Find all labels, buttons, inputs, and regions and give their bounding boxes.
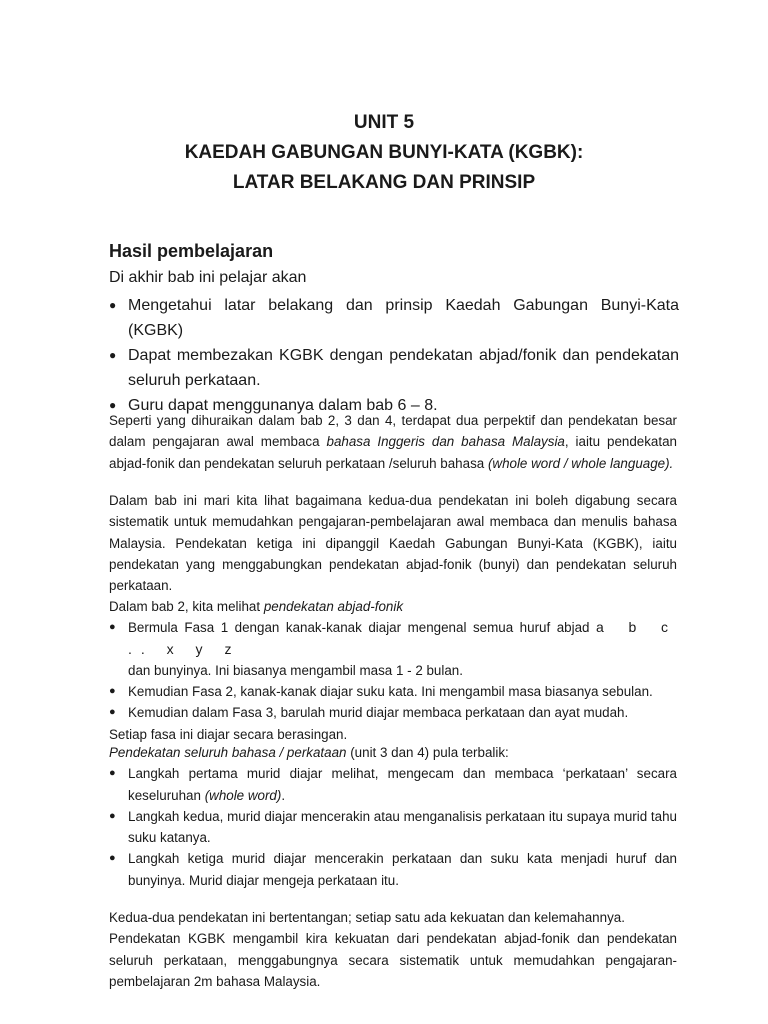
chapter-title: KAEDAH GABUNGAN BUNYI-KATA (KGBK): [184,142,584,163]
bullet-icon: ● [109,621,116,634]
title-block [0,108,768,198]
list-item: ● Langkah ketiga murid diajar mencerakin perkataan dan suku kata menjadi huruf dan bunyinya. Murid diajar mengeja perkataan itu. [109,848,677,891]
list-item: ● Dapat membezakan KGBK dengan pendekatan abjad/fonik dan pendekatan seluruh perkataan. [109,343,679,393]
learning-outcomes-intro: Di akhir bab ini pelajar akan [109,269,307,286]
bullet-icon: ● [109,685,116,698]
closing-line-1: Kedua-dua pendekatan ini bertentangan; setiap satu ada kekuatan dan kelemahannya. [109,910,625,925]
section-lead: Dalam bab 2, kita melihat pendekatan abjad-fonik [109,599,404,614]
list-item: ● Kemudian Fasa 2, kanak-kanak diajar suku kata. Ini mengambil masa biasanya sebulan. [109,681,677,702]
section-lead: Pendekatan seluruh bahasa / perkataan (unit 3 dan 4) pula terbalik: [109,745,509,760]
closing-paragraph [109,907,677,992]
list-item: ● Bermula Fasa 1 dengan kanak-kanak diajar mengenal semua huruf abjad a b c .. x y z dan bunyinya. Ini biasanya mengambil masa 1 - 2 bulan. [109,619,677,678]
section-closing: Setiap fasa ini diajar secara berasingan. [109,726,348,742]
bullet-icon: ● [109,398,117,412]
fonik-list [109,617,677,723]
alphabet-letters: a b c .. x y z [128,619,677,657]
bullet-icon: ● [109,852,116,865]
list-item: ● Guru dapat menggunanya dalam bab 6 – 8. [109,393,679,418]
section-abjad-fonik [109,596,677,745]
bullet-icon: ● [109,348,117,362]
list-item: ● Kemudian dalam Fasa 3, barulah murid diajar membaca perkataan dan ayat mudah. [109,702,677,723]
bullet-icon: ● [109,767,116,780]
learning-outcomes-list [109,293,679,418]
learning-outcomes-heading: Hasil pembelajaran [109,241,274,261]
unit-title: UNIT 5 [353,112,415,133]
list-item: ● Langkah kedua, murid diajar mencerakin atau menganalisis perkataan itu supaya murid tahu suku katanya. [109,806,677,849]
paragraph-intro: Seperti yang dihuraikan dalam bab 2, 3 dan 4, terdapat dua perpektif dan pendekatan besar dalam pengajaran awal membaca bahasa Inggeris dan bahasa Malaysia, iaitu pendekatan abjad-fonik dan pendekatan seluruh perkataan /seluruh bahasa (whole word / whole language). [109,413,677,471]
seluruh-list [109,763,677,891]
chapter-subtitle: LATAR BELAKANG DAN PRINSIP [232,172,536,193]
bullet-icon: ● [109,298,117,312]
paragraph-kgbk: Dalam bab ini mari kita lihat bagaimana kedua-dua pendekatan ini boleh digabung secara sistematik untuk memudahkan pengajaran-pembelajaran awal membaca dan menulis bahasa Malaysia. Pendekatan ketiga ini dipanggil Kaedah Gabungan Bunyi-Kata (KGBK), iaitu pendekatan yang menggabungkan pendekatan abjad-fonik (bunyi) dan pendekatan seluruh perkataan. [109,493,677,594]
list-item: ● Mengetahui latar belakang dan prinsip Kaedah Gabungan Bunyi-Kata (KGBK) [109,293,679,343]
closing-line-2: Pendekatan KGBK mengambil kira kekuatan dari pendekatan abjad-fonik dan pendekatan seluruh perkataan, menggabungnya secara sistematik untuk memudahkan pengajaran-pembelajaran 2m bahasa Malaysia. [109,931,677,989]
bullet-icon: ● [109,809,116,822]
list-item: ● Langkah pertama murid diajar melihat, mengecam dan membaca ‘perkataan’ secara keseluruhan (whole word). [109,763,677,806]
bullet-icon: ● [109,706,116,719]
section-seluruh-bahasa [109,742,677,891]
